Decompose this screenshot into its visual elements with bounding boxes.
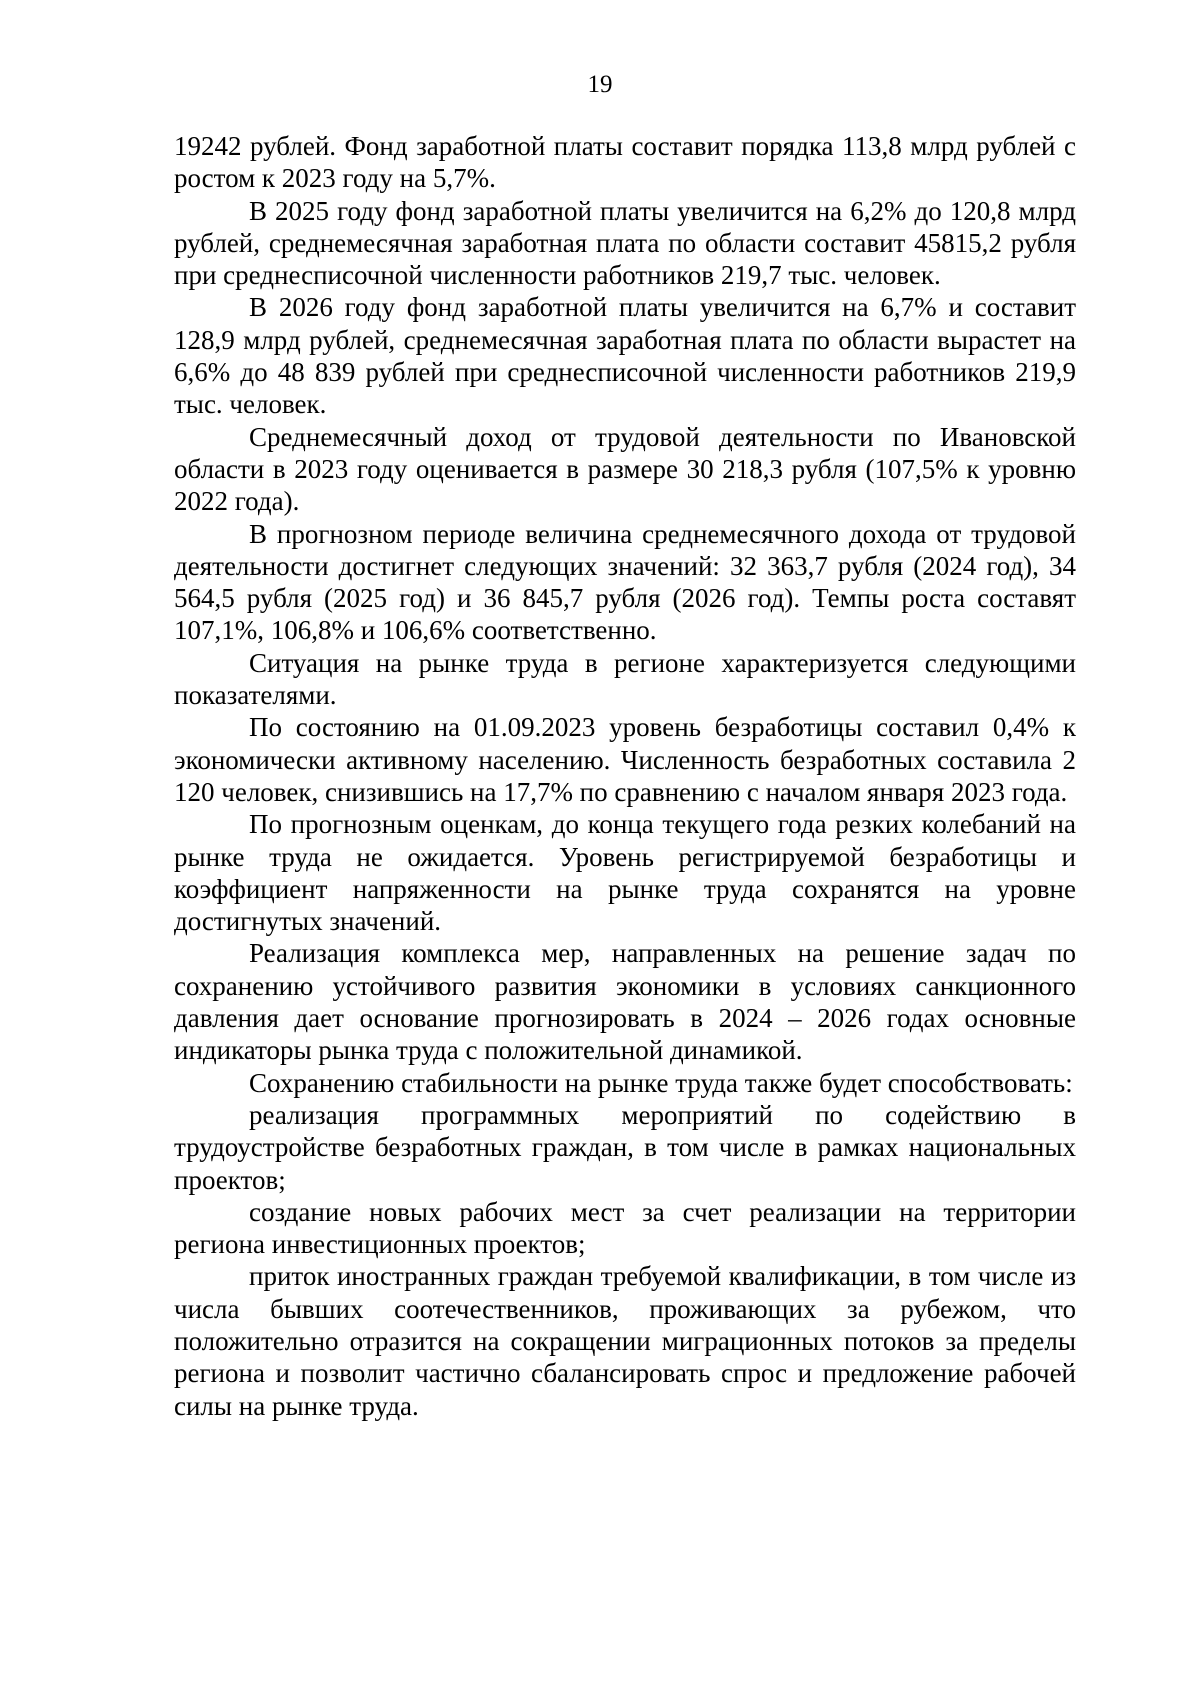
list-item-new-jobs: создание новых рабочих мест за счет реализации на территории региона инвестиционных проектов; bbox=[174, 1196, 1076, 1260]
paragraph-unemployment-level: По состоянию на 01.09.2023 уровень безработицы составил 0,4% к экономически активному населению. Численность безработных составила 2 120 человек, снизившись на 17,7% по сравнению с началом января 2023 года. bbox=[174, 712, 1076, 807]
list-item-foreign-citizens: приток иностранных граждан требуемой квалификации, в том числе из числа бывших соотечественников, проживающих за рубежом, что положительно отразится на сокращении миграционных потоков за пределы региона и позволит частично сбалансировать спрос и предложение рабочей силы на рынке труда. bbox=[174, 1261, 1076, 1421]
page-number: 19 bbox=[587, 71, 613, 98]
paragraph-wage-fund-2025: В 2025 году фонд заработной платы увеличится на 6,2% до 120,8 млрд рублей, среднемесячная заработная плата по области составит 45815,2 рубля при среднесписочной численности работников 219,7 тыс. человек. bbox=[174, 195, 1076, 291]
paragraph-measures: Реализация комплекса мер, направленных на решение задач по сохранению устойчивого развития экономики в условиях санкционного давления дает основание прогнозировать в 2024 – 2026 годах основные индикаторы рынка труда с положительной динамикой. bbox=[174, 938, 1076, 1066]
paragraph-wage-fund-2026: В 2026 году фонд заработной платы увеличится на 6,7% и составит 128,9 млрд рублей, среднемесячная заработная плата по области вырастет на 6,6% до 48 839 рублей при среднесписочной численности работников 219,9 тыс. человек. bbox=[174, 292, 1076, 420]
paragraph-average-income-2023: Среднемесячный доход от трудовой деятельности по Ивановской области в 2023 году оценивается в размере 30 218,3 рубля (107,5% к уровню 2022 года). bbox=[174, 421, 1076, 517]
paragraph-wage-fund-2024: 19242 рублей. Фонд заработной платы составит порядка 113,8 млрд рублей с ростом к 2023 году на 5,7%. bbox=[174, 131, 1076, 194]
paragraph-income-forecast: В прогнозном периоде величина среднемесячного дохода от трудовой деятельности достигнет следующих значений: 32 363,7 рубля (2024 год), 34 564,5 рубля (2025 год) и 36 845,7 рубля (2026 год). Темпы роста составят 107,1%, 106,8% и 106,6% соответственно. bbox=[174, 518, 1076, 646]
paragraph-stability-intro: Сохранению стабильности на рынке труда также будет способствовать: bbox=[249, 1067, 1073, 1098]
document-body bbox=[174, 130, 1076, 1422]
paragraph-forecast-estimates: По прогнозным оценкам, до конца текущего года резких колебаний на рынке труда не ожидается. Уровень регистрируемой безработицы и коэффициент напряженности на рынке труда сохранятся на уровне достигнутых значений. bbox=[174, 809, 1076, 937]
list-item-program-measures: реализация программных мероприятий по содействию в трудоустройстве безработных граждан, в том числе в рамках национальных проектов; bbox=[174, 1099, 1076, 1195]
paragraph-labor-market-intro: Ситуация на рынке труда в регионе характеризуется следующими показателями. bbox=[174, 647, 1076, 711]
